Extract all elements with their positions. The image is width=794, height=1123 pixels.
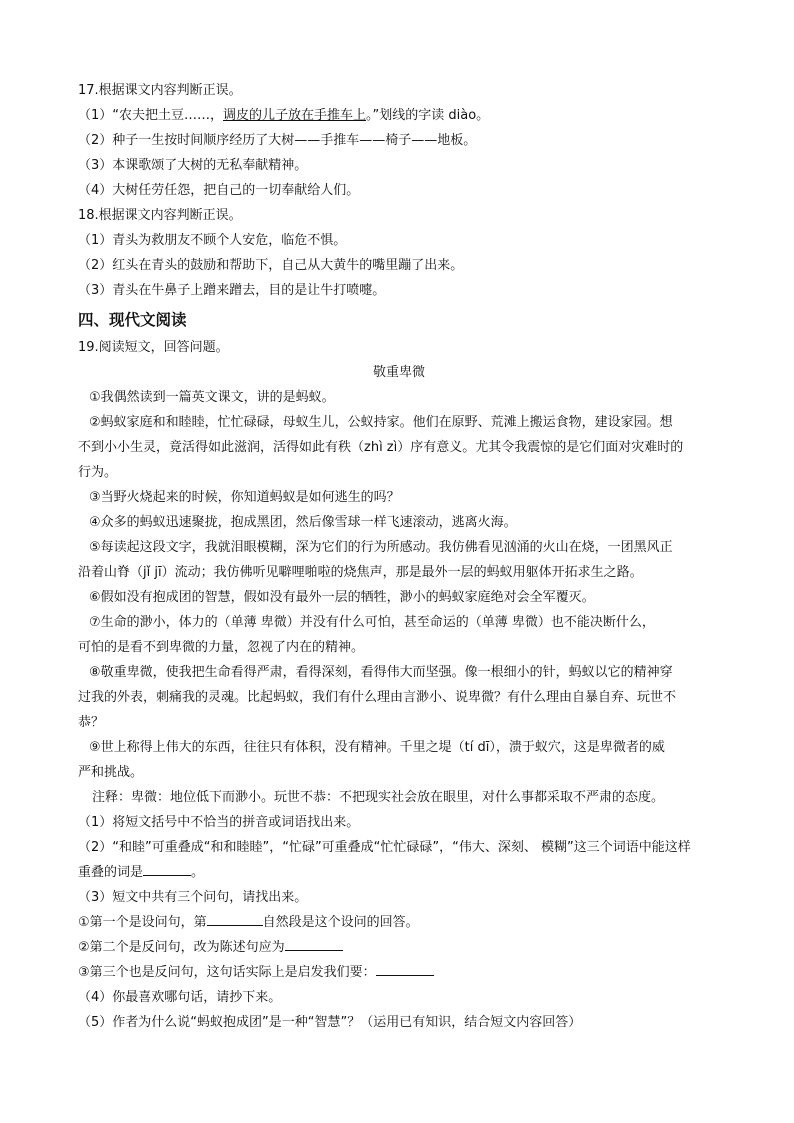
- answer-blank[interactable]: [143, 861, 191, 876]
- q19-sub-3: （3）短文中共有三个问句，请找出来。: [78, 890, 308, 905]
- paragraph-5: ⑤每读起这段文字，我就泪眼模糊，深为它们的行为所感动。我仿佛看见汹涌的火山在烧，一团黑风正 沿着山脊（jǐ jī）流动；我仿佛听见噼哩啪啦的烧焦声，那是最外一层的蚂蚁用躯体开拓求生之路。: [78, 540, 673, 580]
- worksheet-page: [78, 78, 720, 1035]
- q19-sub-2: （2）“和睦”可重叠成“和和睦睦”，“忙碌”可重叠成“忙忙碌碌”，“伟大、深刻、 模糊”这三个词语中能这样 重叠的词是 。: [78, 840, 691, 880]
- q17-title: 17.根据课文内容判断正误。: [78, 83, 242, 98]
- paragraph-4: ④众多的蚂蚁迅速聚拢，抱成黑团，然后像雪球一样飞速滚动，逃离火海。: [89, 515, 517, 530]
- q17-item-2: （2）种子一生按时间顺序经历了大树——手推车——椅子——地板。: [78, 133, 477, 148]
- q19-sub-3-2: ②第二个是反问句，改为陈述句应为: [78, 935, 720, 960]
- q19-title: 19.阅读短文，回答问题。: [78, 340, 229, 355]
- note: 注释：卑微：地位低下而渺小。玩世不恭：不把现实社会放在眼里，对什么事都采取不严肃的态度。: [92, 790, 665, 805]
- q17-item-1: （1）“农夫把土豆……，调皮的儿子放在手推车上。”划线的字读 diào。: [78, 108, 490, 123]
- section-heading: 四、现代文阅读: [78, 311, 187, 329]
- q19-sub-3-3: ③第三个也是反问句，这句话实际上是启发我们要：: [78, 960, 720, 985]
- q18-title: 18.根据课文内容判断正误。: [78, 208, 242, 223]
- q18-item-1: （1）青头为救朋友不顾个人安危，临危不惧。: [78, 233, 347, 248]
- q17-item-3: （3）本课歌颂了大树的无私奉献精神。: [78, 158, 308, 173]
- paragraph-2: ②蚂蚁家庭和和睦睦，忙忙碌碌，母蚁生儿，公蚁持家。他们在原野、荒滩上搬运食物，建设家园。想 不到小小生灵，竟活得如此滋润，活得如此有秩（zhì zì）序有意义。尤其令我震惊的是它们面对灾难时的 行为。: [78, 415, 684, 480]
- paragraph-1: ①我偶然读到一篇英文课文，讲的是蚂蚁。: [89, 390, 335, 405]
- answer-blank[interactable]: [285, 936, 343, 951]
- paragraph-3: ③当野火烧起来的时候，你知道蚂蚁是如何逃生的吗？: [89, 490, 400, 505]
- q18-item-2: （2）红头在青头的鼓励和帮助下，自己从大黄牛的嘴里蹦了出来。: [78, 258, 464, 273]
- answer-blank[interactable]: [207, 911, 263, 926]
- q19-sub-5: （5）作者为什么说“蚂蚁抱成团”是一种“智慧”？（运用已有知识，结合短文内容回答）: [78, 1015, 582, 1030]
- passage-title: 敬重卑微: [372, 365, 425, 380]
- q17-item-4: （4）大树任劳任怨，把自己的一切奉献给人们。: [78, 183, 360, 198]
- answer-blank[interactable]: [376, 961, 434, 976]
- q19-sub-3-1: ①第一个是设问句，第 自然段是这个设问的回答。: [78, 910, 720, 935]
- paragraph-6: ⑥假如没有抱成团的智慧，假如没有最外一层的牺牲，渺小的蚂蚁家庭绝对会全军覆灭。: [89, 590, 595, 605]
- q19-sub-1: （1）将短文括号中不恰当的拼音或词语找出来。: [78, 815, 360, 830]
- q18-item-3: （3）青头在牛鼻子上蹭来蹭去，目的是让牛打喷嚏。: [78, 283, 386, 298]
- underlined-text: 调皮的儿子放在手推车上: [223, 108, 367, 123]
- paragraph-8: ⑧敬重卑微，使我把生命看得严肃，看得深刻，看得伟大而坚强。像一根细小的针，蚂蚁以它的精神穿 过我的外表，刺痛我的灵魂。比起蚂蚁，我们有什么理由言渺小、说卑微？有什么理由自暴自弃、玩世不 恭？: [78, 665, 677, 730]
- paragraph-7: ⑦生命的渺小，体力的（单薄 卑微）并没有什么可怕，甚至命运的（单薄 卑微）也不能决断什么， 可怕的是看不到卑微的力量，忽视了内在的精神。: [78, 615, 655, 655]
- q19-sub-4: （4）你最喜欢哪句话，请抄下来。: [78, 990, 282, 1005]
- paragraph-9: ⑨世上称得上伟大的东西，往往只有体积，没有精神。千里之堤（tí dī），溃于蚁穴，这是卑微者的威 严和挑战。: [78, 740, 665, 780]
